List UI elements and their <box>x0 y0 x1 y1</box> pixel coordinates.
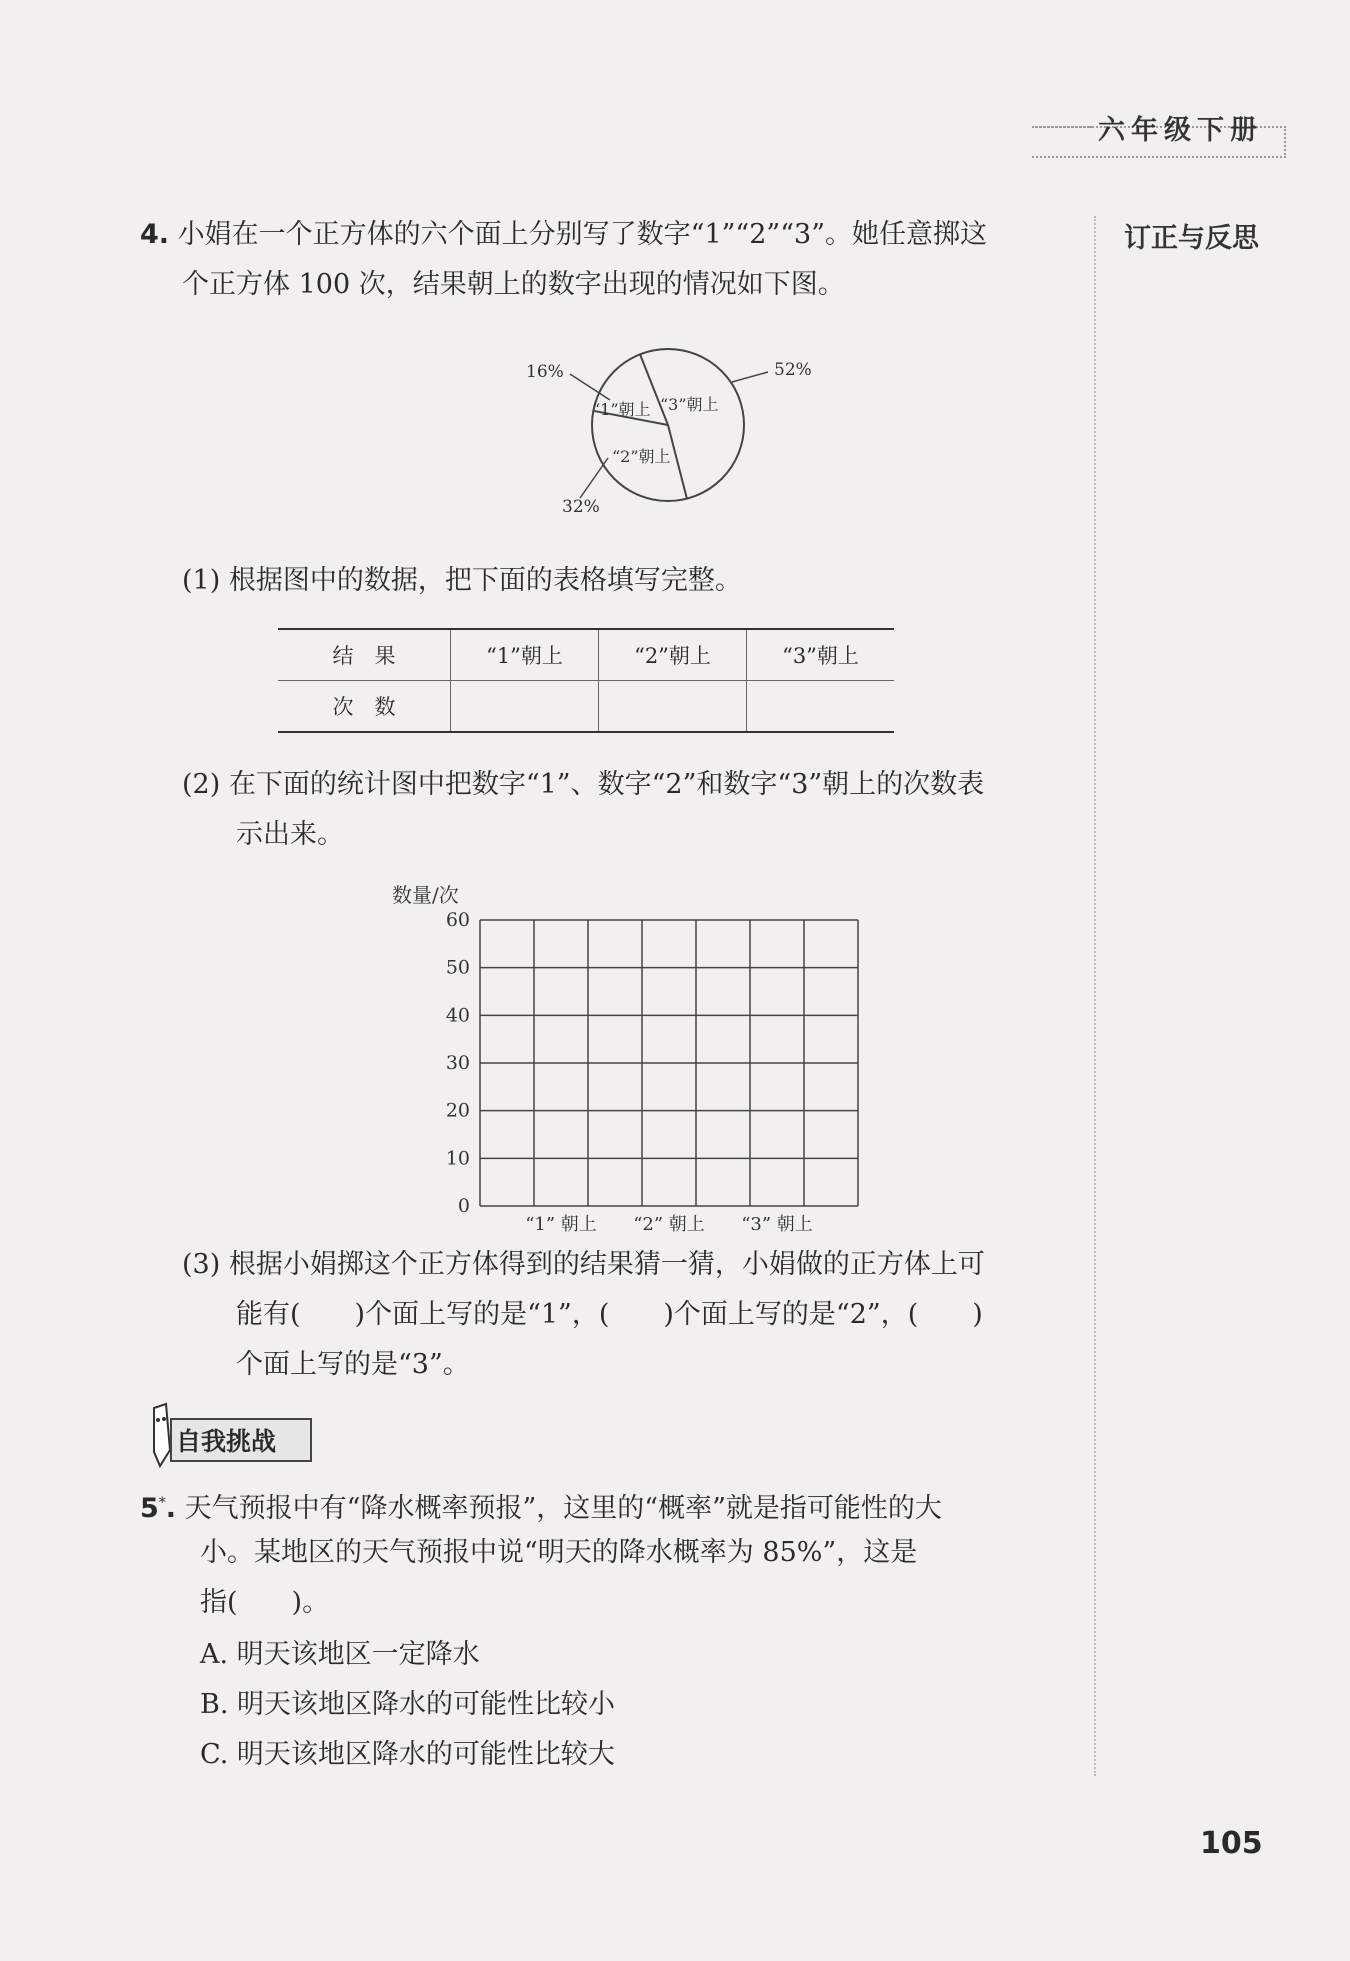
x-tick-label: “3” 朝上 <box>741 1214 813 1235</box>
table-col-2: “2”朝上 <box>599 630 747 681</box>
chart-grid <box>480 920 858 1206</box>
y-tick-label: 10 <box>445 1147 470 1170</box>
chart-ylabel: 数量/次 <box>392 883 459 907</box>
y-tick-label: 0 <box>457 1195 470 1217</box>
q4-sub3-line1: (3) 根据小娟掷这个正方体得到的结果猜一猜，小娟做的正方体上可 <box>182 1249 985 1280</box>
sidebar-divider <box>1094 216 1096 1776</box>
y-tick-label: 20 <box>445 1099 470 1122</box>
q5-option-a[interactable]: A. 明天该地区一定降水 <box>200 1639 480 1670</box>
q4-line1 <box>140 210 987 260</box>
y-tick-label: 50 <box>445 956 470 979</box>
grade-title: 六年级下册 <box>1098 115 1263 146</box>
q4-number: 4. <box>140 219 170 250</box>
table-header-result: 结 果 <box>278 630 451 681</box>
page-number: 105 <box>1200 1826 1263 1861</box>
table-col-3: “3”朝上 <box>747 630 895 681</box>
q4-sub3-line3: 个面上写的是“3”。 <box>236 1349 470 1380</box>
table-header-count: 次 数 <box>332 695 396 719</box>
pie-label-1: “1”朝上 <box>592 400 651 419</box>
q5-text-1: 天气预报中有“降水概率预报”，这里的“概率”就是指可能性的大 <box>184 1493 942 1524</box>
y-tick-label: 60 <box>445 909 470 931</box>
y-tick-label: 40 <box>445 1004 470 1027</box>
y-tick-label: 30 <box>445 1052 470 1074</box>
pie-pct-2: 32% <box>562 497 600 517</box>
table-cell-2[interactable] <box>599 681 747 732</box>
q4-sub2-line1: (2) 在下面的统计图中把数字“1”、数字“2”和数字“3”朝上的次数表 <box>182 769 985 800</box>
x-tick-label: “2” 朝上 <box>633 1214 705 1235</box>
q4-sub3-line2[interactable]: 能有( )个面上写的是“1”，( )个面上写的是“2”，( ) <box>236 1299 983 1330</box>
leader-52 <box>732 372 768 382</box>
sidebar-title: 订正与反思 <box>1124 223 1259 254</box>
table-cell-1[interactable] <box>451 681 599 732</box>
pie-pct-3: 52% <box>774 360 812 380</box>
pie-label-3: “3”朝上 <box>660 395 719 414</box>
q5-star: * <box>158 1495 166 1511</box>
q4-sub2-line2: 示出来。 <box>236 819 344 850</box>
pie-divider-3 <box>668 425 687 499</box>
q4-text-1: 小娟在一个正方体的六个面上分别写了数字“1”“2”“3”。她任意掷这 <box>177 219 987 250</box>
q5-dot: . <box>165 1493 177 1524</box>
q5-line3[interactable]: 指( )。 <box>200 1587 330 1618</box>
result-table <box>278 628 894 733</box>
table-col-1: “1”朝上 <box>451 630 599 681</box>
leader-32 <box>580 458 608 498</box>
pie-label-2: “2”朝上 <box>612 447 671 466</box>
q5-line1 <box>140 1478 942 1534</box>
x-tick-label: “1” 朝上 <box>525 1214 597 1235</box>
q4-sub1: (1) 根据图中的数据，把下面的表格填写完整。 <box>182 565 742 596</box>
q5-option-b[interactable]: B. 明天该地区降水的可能性比较小 <box>200 1689 616 1720</box>
chart-yticks <box>446 909 470 1217</box>
pie-pct-1: 16% <box>526 362 564 382</box>
q4-line2: 个正方体 100 次，结果朝上的数字出现的情况如下图。 <box>182 269 845 300</box>
section-label: 自我挑战 <box>176 1427 277 1456</box>
q5-option-c[interactable]: C. 明天该地区降水的可能性比较大 <box>200 1739 615 1770</box>
chart-xticks <box>525 1214 813 1235</box>
table-cell-3[interactable] <box>747 681 895 732</box>
leader-16 <box>570 374 610 400</box>
q5-number: 5 <box>140 1493 159 1524</box>
bar-chart <box>380 880 980 1240</box>
q5-line2: 小。某地区的天气预报中说“明天的降水概率为 85%”，这是 <box>200 1537 918 1568</box>
pie-chart <box>500 330 840 530</box>
